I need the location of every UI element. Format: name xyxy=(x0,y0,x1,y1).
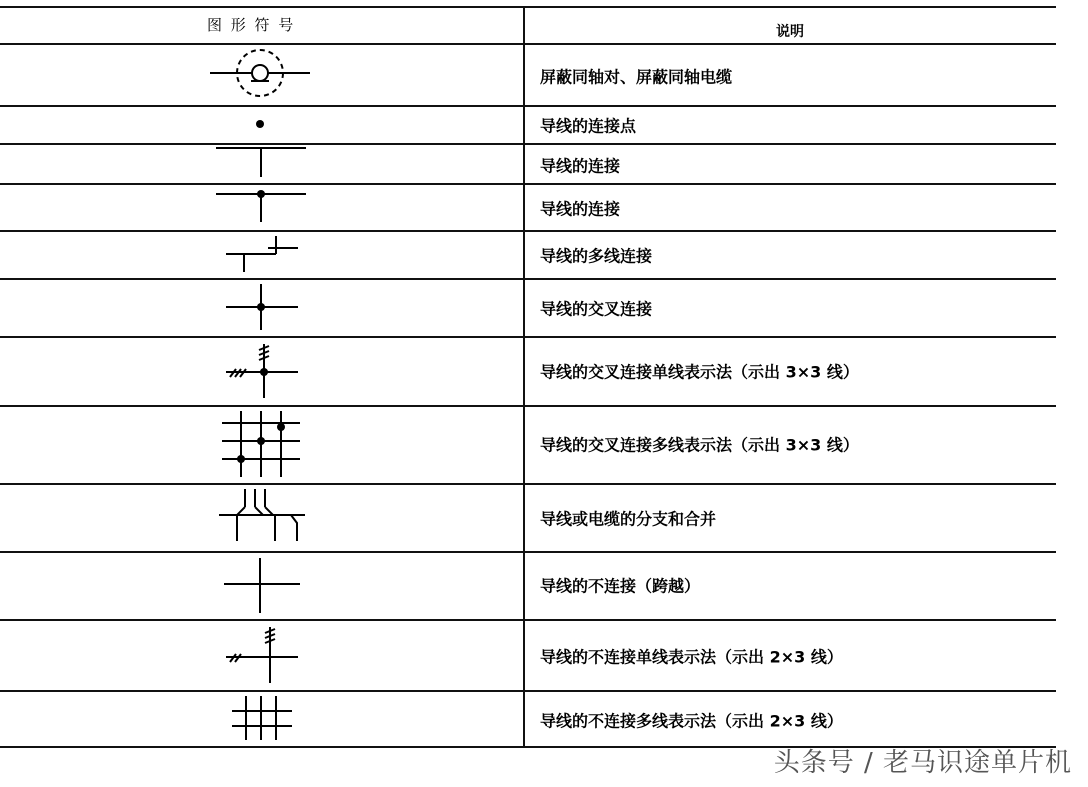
multi-line-connection-symbol xyxy=(220,232,310,276)
no-connection-crossing-symbol xyxy=(220,553,310,617)
cross-connection-multi-line-symbol xyxy=(218,407,308,481)
row-description: 导线或电缆的分支和合并 xyxy=(540,509,717,529)
header-bottom-border xyxy=(0,43,1056,45)
shielded-coax-symbol xyxy=(200,48,320,102)
t-connection-dot-symbol xyxy=(210,184,310,230)
connection-point-symbol xyxy=(250,115,270,135)
no-connection-multi-line-symbol xyxy=(228,692,298,744)
row-divider xyxy=(0,143,1056,145)
row-divider xyxy=(0,483,1056,485)
row-description: 屏蔽同轴对、屏蔽同轴电缆 xyxy=(540,67,733,87)
row-divider xyxy=(0,690,1056,692)
row-divider xyxy=(0,336,1056,338)
row-divider xyxy=(0,551,1056,553)
row-divider xyxy=(0,278,1056,280)
row-description: 导线的连接 xyxy=(540,199,621,219)
row-divider xyxy=(0,183,1056,185)
row-description: 导线的不连接（跨越） xyxy=(540,576,701,596)
row-divider xyxy=(0,105,1056,107)
t-connection-symbol xyxy=(210,143,310,183)
row-divider xyxy=(0,230,1056,232)
watermark-text: 头条号 / 老马识途单片机 xyxy=(773,748,1072,778)
row-description: 导线的交叉连接 xyxy=(540,299,653,319)
table-top-border xyxy=(0,6,1056,8)
row-description: 导线的不连接单线表示法（示出 2×3 线） xyxy=(540,647,843,667)
row-divider xyxy=(0,619,1056,621)
row-description: 导线的交叉连接多线表示法（示出 3×3 线） xyxy=(540,435,859,455)
row-divider xyxy=(0,405,1056,407)
cross-connection-symbol xyxy=(220,280,310,334)
row-description: 导线的不连接多线表示法（示出 2×3 线） xyxy=(540,711,843,731)
no-connection-single-line-symbol xyxy=(218,621,308,687)
header-description-column: 说明 xyxy=(776,24,804,40)
column-divider xyxy=(523,6,525,748)
row-description: 导线的交叉连接单线表示法（示出 3×3 线） xyxy=(540,362,859,382)
row-description: 导线的连接 xyxy=(540,156,621,176)
header-symbol-column: 图 形 符 号 xyxy=(207,16,296,34)
cross-connection-single-line-symbol xyxy=(218,338,308,402)
row-description: 导线的连接点 xyxy=(540,116,637,136)
row-description: 导线的多线连接 xyxy=(540,246,653,266)
branch-and-merge-symbol xyxy=(215,485,310,549)
